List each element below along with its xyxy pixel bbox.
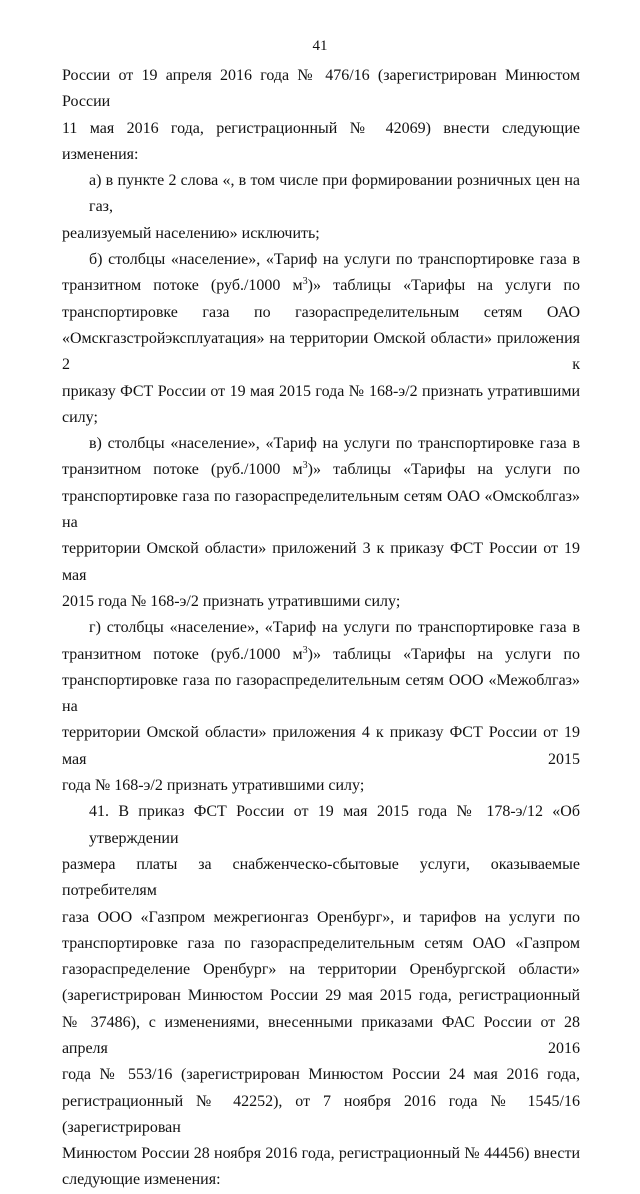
text-line: 11 мая 2016 года, регистрационный № 42069) внести следующие изменения: [62, 119, 580, 163]
text-line [62, 273, 580, 299]
text-line: территории Омской области» приложений 3 к приказу ФСТ России от 19 мая [62, 540, 580, 584]
text-line: «Омскгазстройэксплуатация» на территории Омской области» приложения 2 к [62, 329, 580, 374]
text-fragment: )» таблицы «Тарифы на услуги по [307, 277, 580, 295]
paragraph-item-g [62, 615, 580, 799]
superscript: 3 [302, 276, 308, 288]
text-fragment: транзитном потоке (руб./1000 м [62, 645, 303, 663]
text-line: территории Омской области» приложения 4 к приказу ФСТ России от 19 мая 2015 [62, 724, 580, 768]
text-line: транспортировке газа по газораспределительным сетям ОАО «Омскоблгаз» на [62, 487, 580, 532]
text-line: газа ООО «Газпром межрегионгаз Оренбург», и тарифов на услуги по [62, 908, 580, 926]
text-line: 2015 года № 168-э/2 признать утратившими силу; [62, 592, 401, 610]
text-line: б) столбцы «население», «Тариф на услуги по транспортировке газа в [89, 251, 580, 269]
text-line: Минюстом России 28 ноября 2016 года, регистрационный № 44456) внести [62, 1145, 580, 1163]
superscript: 3 [302, 460, 308, 472]
page-number: 41 [312, 38, 328, 54]
text-fragment: транзитном потоке (руб./1000 м [62, 277, 303, 295]
text-line [62, 642, 580, 668]
text-fragment: )» таблицы «Тарифы на услуги по [307, 645, 580, 663]
text-line: а) в пункте 2 слова «, в том числе при формировании розничных цен на газ, [89, 172, 580, 216]
paragraph-item-b [62, 247, 580, 431]
superscript: 3 [302, 644, 308, 656]
text-line: транспортировке газа по газораспределительным сетям ОАО [62, 303, 580, 321]
text-line: транспортировке газа по газораспределительным сетям ОАО «Газпром [62, 934, 580, 952]
text-line: г) столбцы «население», «Тариф на услуги по транспортировке газа в [89, 619, 580, 637]
document-body [62, 63, 580, 1194]
paragraph-item-v [62, 431, 580, 615]
text-line [62, 457, 580, 483]
text-line: года № 553/16 (зарегистрирован Минюстом России 24 мая 2016 года, [62, 1066, 580, 1084]
text-line: газораспределение Оренбург» на территории Оренбургской области» [62, 961, 580, 979]
text-line: транспортировке газа по газораспределительным сетям ООО «Межоблгаз» на [62, 671, 580, 716]
text-line: России от 19 апреля 2016 года № 476/16 (зарегистрирован Минюстом России [62, 67, 580, 111]
text-line: № 37486), с изменениями, внесенными приказами ФАС России от 28 апреля 2016 [62, 1013, 580, 1057]
text-line: реализуемый населению» исключить; [62, 224, 320, 242]
text-fragment: )» таблицы «Тарифы на услуги по [307, 461, 580, 479]
text-line: следующие изменения: [62, 1171, 221, 1189]
paragraph-item-a [62, 168, 580, 247]
text-line: 41. В приказ ФСТ России от 19 мая 2015 года № 178-э/12 «Об утверждении [89, 803, 580, 847]
paragraph-section-41 [62, 799, 580, 1193]
text-line: года № 168-э/2 признать утратившими силу; [62, 777, 365, 795]
text-line: приказу ФСТ России от 19 мая 2015 года № 168-э/2 признать утратившими силу; [62, 382, 580, 426]
text-line: размера платы за снабженческо-сбытовые услуги, оказываемые потребителям [62, 855, 580, 900]
paragraph-continuation [62, 63, 580, 168]
text-fragment: транзитном потоке (руб./1000 м [62, 461, 303, 479]
text-line: (зарегистрирован Минюстом России 29 мая 2015 года, регистрационный [62, 987, 580, 1005]
text-line: в) столбцы «население», «Тариф на услуги по транспортировке газа в [89, 435, 580, 453]
text-line: регистрационный № 42252), от 7 ноября 2016 года № 1545/16 (зарегистрирован [62, 1092, 580, 1136]
